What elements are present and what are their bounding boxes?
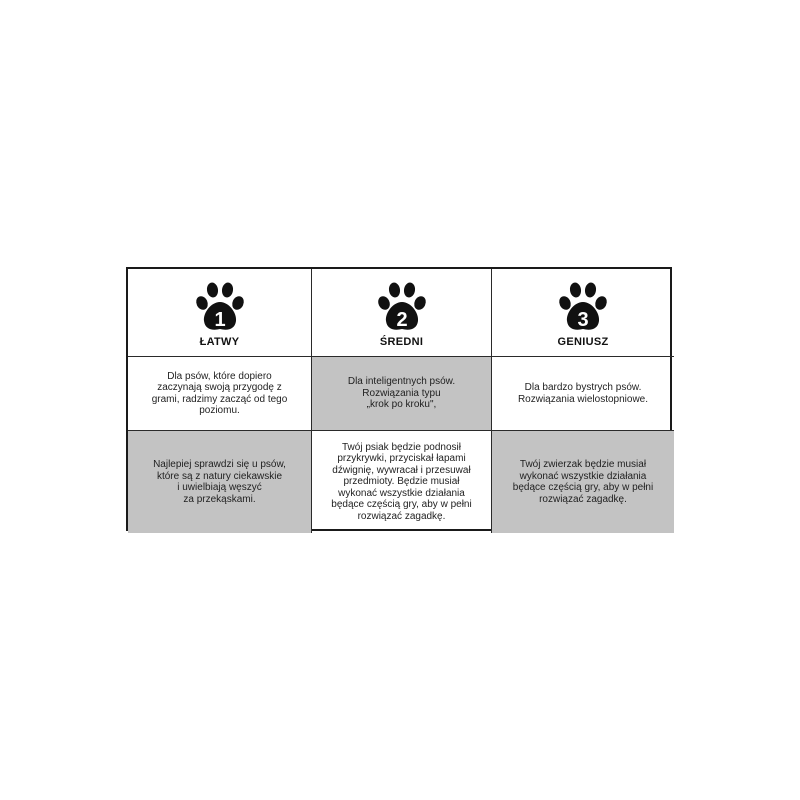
- details-text: Twój psiak będzie podnosił przykrywki, przyciskał łapami dźwignię, wywracał i przesuwał przedmioty. Będzie musiał wykonać wszystkie działania będące częścią gry, aby w pełni rozwiązać zagadkę.: [331, 441, 472, 522]
- level-number: 2: [395, 309, 408, 331]
- level-header-easy: [128, 269, 312, 357]
- level-description-genius: [492, 357, 674, 431]
- level-header-genius: [492, 269, 674, 357]
- level-number: 1: [213, 309, 226, 331]
- level-description-easy: [128, 357, 312, 431]
- difficulty-table: [126, 267, 672, 531]
- level-details-easy: [128, 431, 312, 533]
- details-text: Najlepiej sprawdzi się u psów, które są z natury ciekawskie i uwielbiają węszyć za przekąskami.: [153, 459, 286, 505]
- level-name: ŚREDNI: [379, 336, 424, 348]
- description-text: Dla inteligentnych psów. Rozwiązania typu „krok po kroku",: [347, 376, 456, 411]
- level-name: GENIUSZ: [557, 336, 609, 348]
- level-name: ŁATWY: [199, 336, 240, 348]
- level-description-medium: [312, 357, 492, 431]
- details-text: Twój zwierzak będzie musiał wykonać wszystkie działania będące częścią gry, aby w pełni rozwiązać zagadkę.: [512, 459, 654, 505]
- paw-icon: [557, 281, 609, 335]
- description-text: Dla psów, które dopiero zaczynają swoją przygodę z grami, radzimy zacząć od tego poziomu.: [151, 370, 288, 416]
- paw-icon: [376, 281, 428, 335]
- level-number: 3: [577, 309, 589, 331]
- description-text: Dla bardzo bystrych psów. Rozwiązania wielostopniowe.: [517, 382, 649, 405]
- level-details-genius: [492, 431, 674, 533]
- level-header-medium: [312, 269, 492, 357]
- paw-icon: [194, 281, 246, 335]
- level-details-medium: [312, 431, 492, 533]
